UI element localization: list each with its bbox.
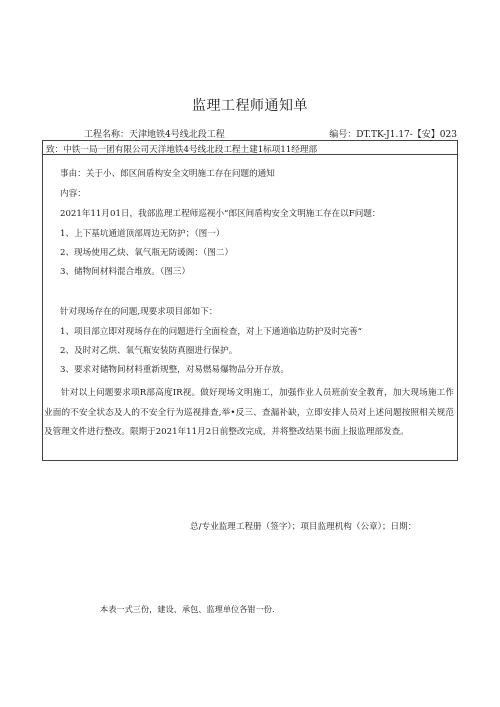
document-meta bbox=[84, 127, 457, 139]
document-number: 编号：DT.TK-J1.17-【安】023 bbox=[329, 130, 457, 140]
project-name: 工程名称：天津地铁4号线北段工程 bbox=[84, 130, 225, 140]
recipient-line: 致：中铁一局一团有限公司天洋地铁4号线北段工程土建1标项11经理部 bbox=[46, 145, 318, 155]
recipient-divider bbox=[43, 154, 457, 155]
content-label: 内容： bbox=[60, 189, 86, 199]
problem-item: 1、上下基坑通道顶部周边无防护；（图一） bbox=[60, 229, 225, 239]
subject-line: 事由：关于小、郎区间盾构安全文明施工存在问题的通知 bbox=[60, 169, 275, 179]
requirement-item: 1、项目部立即对现场存在的问题进行全面检查，对上下通道临边防护及时完善“ bbox=[60, 327, 363, 337]
requirement-item: 3、要求对储物间材料重新规整，对易燃易爆物品分开存放。 bbox=[60, 365, 289, 375]
requirement-item: 2、及时对乙烘、氧气瓶安装防真圈进行保护。 bbox=[60, 346, 238, 356]
problem-item: 2、现场使用乙炔、氧气瓶无防谖阁：（图二） bbox=[60, 248, 234, 258]
signature-line: 总/专业监理工程册（签字）；项目监理机构（公章）；日期： bbox=[190, 522, 417, 532]
page-title: 监理工程师通知单 bbox=[192, 98, 308, 114]
notice-box bbox=[42, 140, 458, 461]
footer-note: 本表一式三份，建设、承包、监理单位各钳一份. bbox=[100, 604, 275, 614]
intro-line: 2021年11月01日，我部监理工程师巡视小“郎区间盾构安全文明施工存在以F问题： bbox=[60, 209, 381, 219]
closing-paragraph: 针对以上问题要求项R部高度IR视。做好现场文明施工，加强作业人员班前安全教育，加大现场施工作业面的不安全状态及人的不安全行为巡视排查,举•反三、查漏补缺，立即安排人员对上述问题按照相关规范及管理文件进行整改。限期于2021年11月2日前整改完成，并将整改结果书面上报监理部发查。 bbox=[44, 388, 454, 437]
problem-item: 3、储物间材料混合堆放。（图三） bbox=[60, 267, 191, 277]
requirements-intro: 针对现场存在的问题,现要求项目部如下： bbox=[60, 307, 218, 317]
